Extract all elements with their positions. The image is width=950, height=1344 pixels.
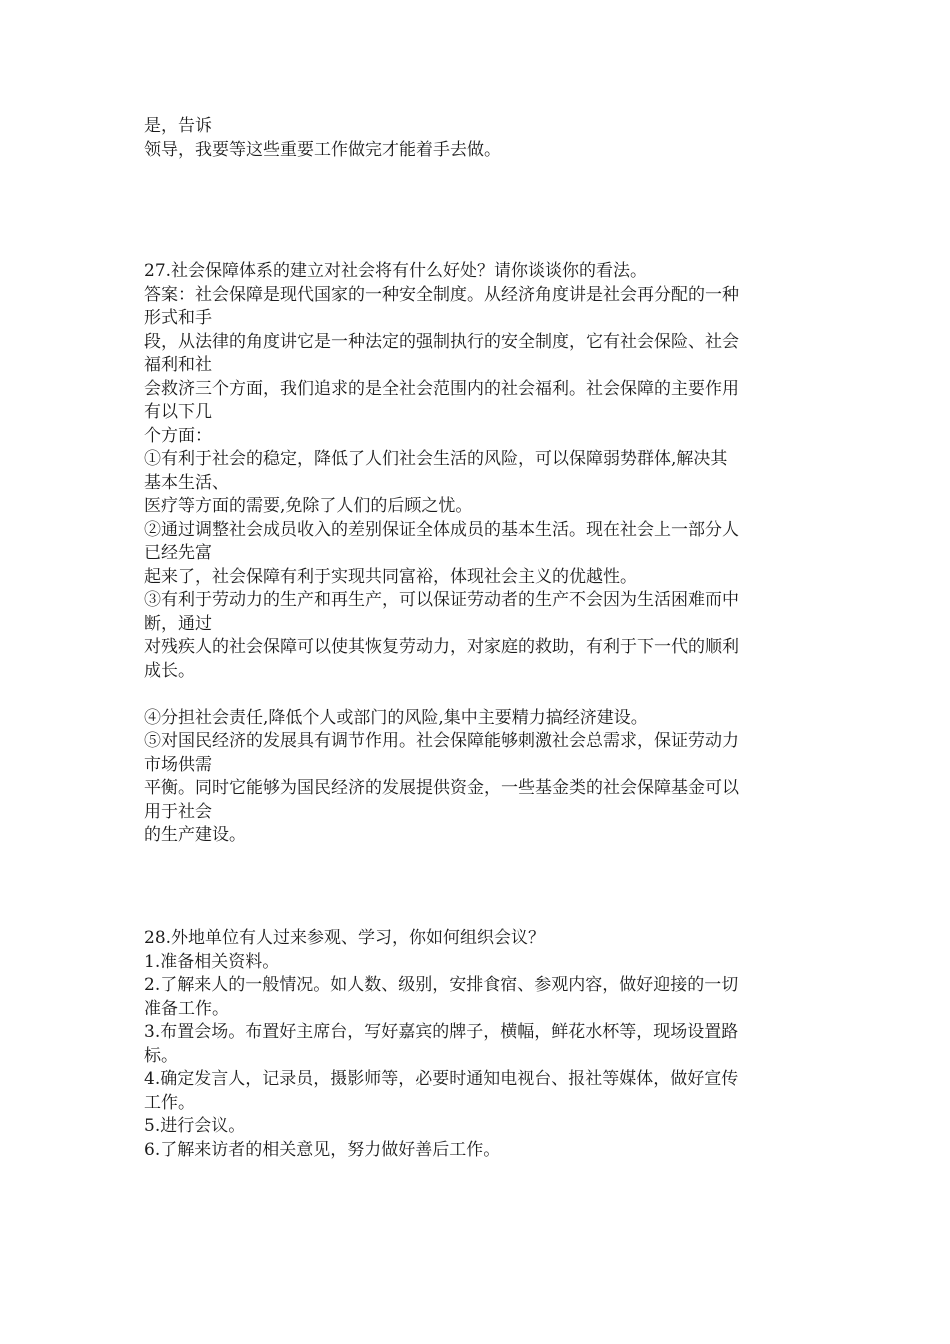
text-line: 个方面： [144, 425, 212, 446]
text-line: ②通过调整社会成员收入的差别保证全体成员的基本生活。现在社会上一部分人 [144, 519, 739, 540]
intro-section [144, 115, 814, 162]
question-27-heading: 27.社会保障体系的建立对社会将有什么好处？请你谈谈你的看法。 [144, 261, 648, 281]
text-line: 福利和社 [144, 355, 212, 375]
text-line: 用于社会 [144, 801, 212, 822]
list-item: 4.确定发言人，记录员，摄影师等，必要时通知电视台、报社等媒体，做好宣传 [144, 1069, 739, 1089]
list-item: 6.了解来访者的相关意见，努力做好善后工作。 [144, 1139, 501, 1160]
question-28-heading: 28.外地单位有人过来参观、学习，你如何组织会议？ [144, 928, 546, 948]
text-line: 成长。 [144, 660, 195, 681]
text-line: 医疗等方面的需要,免除了人们的后顾之忧。 [144, 496, 473, 516]
list-item: 2.了解来人的一般情况。如人数、级别，安排食宿、参观内容，做好迎接的一切 [144, 975, 739, 995]
list-item: 标。 [144, 1045, 178, 1066]
text-line: 基本生活、 [144, 472, 229, 493]
text-line: 答案：社会保障是现代国家的一种安全制度。从经济角度讲是社会再分配的一种 [144, 284, 739, 305]
text-line: 段，从法律的角度讲它是一种法定的强制执行的安全制度，它有社会保险、社会 [144, 331, 739, 352]
list-item: 3.布置会场。布置好主席台，写好嘉宾的牌子，横幅，鲜花水杯等，现场设置路 [144, 1022, 739, 1042]
text-line: 市场供需 [144, 754, 212, 775]
text-line: ④分担社会责任,降低个人或部门的风险,集中主要精力搞经济建设。 [144, 707, 648, 728]
text-line: 的生产建设。 [144, 825, 246, 845]
list-item: 准备工作。 [144, 998, 229, 1019]
text-line: 形式和手 [144, 308, 212, 328]
text-line: 有以下几 [144, 402, 212, 422]
text-line: 对残疾人的社会保障可以使其恢复劳动力，对家庭的救助，有利于下一代的顺利 [144, 637, 739, 657]
list-item: 5.进行会议。 [144, 1116, 246, 1136]
list-item: 工作。 [144, 1092, 195, 1113]
text-line: ⑤对国民经济的发展具有调节作用。社会保障能够刺激社会总需求，保证劳动力 [144, 731, 739, 751]
text-line: 平衡。同时它能够为国民经济的发展提供资金，一些基金类的社会保障基金可以 [144, 778, 739, 798]
text-line: 是，告诉 [144, 116, 212, 136]
question-28-section [144, 927, 814, 1162]
paragraph-gap [144, 683, 814, 707]
text-line: 领导，我要等这些重要工作做完才能着手去做。 [144, 139, 501, 160]
text-line: 已经先富 [144, 543, 212, 563]
text-line: ③有利于劳动力的生产和再生产，可以保证劳动者的生产不会因为生活困难而中 [144, 590, 739, 610]
text-line: 断，通过 [144, 613, 212, 634]
list-item: 1.准备相关资料。 [144, 951, 280, 972]
text-line: ①有利于社会的稳定，降低了人们社会生活的风险，可以保障弱势群体,解决其 [144, 449, 728, 469]
text-line: 会救济三个方面，我们追求的是全社会范围内的社会福利。社会保障的主要作用 [144, 378, 739, 399]
text-line: 起来了，社会保障有利于实现共同富裕，体现社会主义的优越性。 [144, 566, 637, 587]
question-27-section [144, 260, 814, 848]
